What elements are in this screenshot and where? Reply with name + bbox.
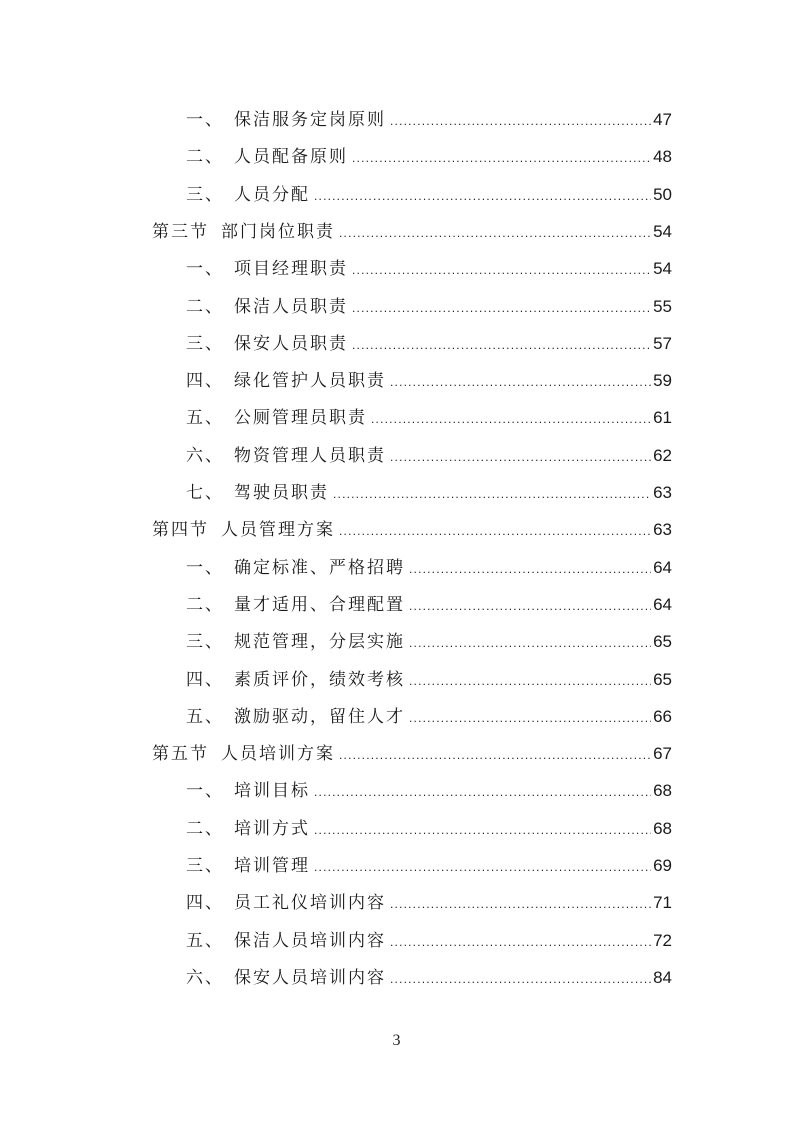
toc-item-entry[interactable]	[186, 811, 672, 847]
dot-leader	[371, 401, 651, 437]
toc-item-entry[interactable]	[186, 102, 672, 138]
toc-entry-number: 五、	[186, 408, 224, 429]
toc-entry-number: 四、	[186, 371, 224, 392]
toc-entry-page: 63	[653, 520, 672, 540]
toc-entry-number: 三、	[186, 184, 224, 205]
toc-entry-title: 量才适用、合理配置	[234, 594, 405, 615]
toc-entry-title: 保安人员职责	[234, 333, 348, 354]
toc-item-entry[interactable]	[186, 885, 672, 921]
toc-item-entry[interactable]	[186, 251, 672, 287]
toc-entry-number: 六、	[186, 445, 224, 466]
toc-section-entry[interactable]	[152, 512, 672, 548]
toc-item-entry[interactable]	[186, 289, 672, 325]
toc-item-entry[interactable]	[186, 624, 672, 660]
dot-leader	[409, 625, 651, 661]
toc-entry-title: 保洁人员职责	[234, 296, 348, 317]
dot-leader	[390, 886, 651, 922]
toc-section-entry[interactable]	[152, 736, 672, 772]
toc-entry-number: 第三节	[152, 221, 209, 242]
toc-item-entry[interactable]	[186, 587, 672, 623]
dot-leader	[339, 513, 651, 549]
toc-item-entry[interactable]	[186, 438, 672, 474]
toc-entry-title: 物资管理人员职责	[234, 445, 386, 466]
dot-leader	[339, 737, 651, 773]
toc-entry-number: 七、	[186, 483, 224, 503]
dot-leader	[390, 961, 651, 997]
toc-entry-title: 培训目标	[234, 781, 310, 802]
toc-entry-number: 二、	[186, 147, 224, 168]
toc-entry-number: 四、	[186, 893, 224, 914]
toc-entry-number: 四、	[186, 669, 224, 690]
dot-leader	[314, 774, 651, 810]
toc-entry-page: 71	[653, 893, 672, 913]
toc-entry-number: 二、	[186, 594, 224, 615]
dot-leader	[314, 178, 651, 214]
toc-entry-page: 72	[653, 930, 672, 950]
toc-entry-number: 三、	[186, 333, 224, 354]
toc-entry-number: 第五节	[152, 744, 209, 765]
toc-entry-number: 五、	[186, 706, 224, 727]
toc-item-entry[interactable]	[186, 400, 672, 436]
toc-item-entry[interactable]	[186, 550, 672, 586]
dot-leader	[352, 327, 651, 363]
toc-entry-page: 65	[653, 669, 672, 689]
toc-item-entry[interactable]	[186, 662, 672, 698]
dot-leader	[409, 700, 651, 736]
toc-entry-page: 64	[653, 557, 672, 577]
dot-leader	[390, 103, 651, 139]
toc-entry-page: 47	[653, 110, 672, 129]
toc-item-entry[interactable]	[186, 960, 672, 996]
dot-leader	[390, 439, 651, 475]
toc-item-entry[interactable]	[186, 363, 672, 399]
toc-entry-page: 68	[653, 781, 672, 801]
toc-entry-number: 三、	[186, 856, 224, 876]
toc-entry-title: 人员分配	[234, 184, 310, 205]
toc-entry-page: 54	[653, 259, 672, 279]
toc-entry-page: 69	[653, 856, 672, 875]
toc-entry-title: 素质评价，绩效考核	[234, 669, 405, 690]
toc-item-entry[interactable]	[186, 139, 672, 175]
toc-entry-number: 二、	[186, 818, 224, 839]
toc-entry-title: 培训方式	[234, 818, 310, 839]
toc-entry-page: 54	[653, 221, 672, 241]
toc-item-entry[interactable]	[186, 177, 672, 213]
toc-entry-title: 人员管理方案	[221, 520, 335, 541]
toc-entry-title: 保洁服务定岗原则	[234, 110, 386, 130]
toc-item-entry[interactable]	[186, 699, 672, 735]
toc-entry-title: 绿化管护人员职责	[234, 371, 386, 392]
toc-entry-title: 确定标准、严格招聘	[234, 557, 405, 578]
toc-entry-number: 一、	[186, 781, 224, 802]
dot-leader	[390, 924, 651, 960]
toc-entry-page: 55	[653, 296, 672, 316]
toc-entry-number: 第四节	[152, 520, 209, 541]
toc-entry-title: 部门岗位职责	[221, 221, 335, 242]
toc-entry-number: 一、	[186, 259, 224, 280]
dot-leader	[339, 215, 651, 251]
dot-leader	[409, 663, 651, 699]
toc-entry-page: 48	[653, 147, 672, 167]
dot-leader	[333, 476, 651, 512]
toc-entry-page: 50	[653, 184, 672, 204]
toc-entry-title: 规范管理，分层实施	[234, 632, 405, 653]
toc-entry-title: 公厕管理员职责	[234, 408, 367, 429]
dot-leader	[352, 140, 651, 176]
dot-leader	[409, 551, 651, 587]
toc-entry-page: 63	[653, 483, 672, 502]
toc-entry-title: 项目经理职责	[234, 259, 348, 280]
toc-entry-page: 61	[653, 408, 672, 428]
toc-entry-page: 62	[653, 445, 672, 465]
dot-leader	[390, 364, 651, 400]
toc-entry-title: 员工礼仪培训内容	[234, 893, 386, 914]
toc-entry-title: 驾驶员职责	[234, 483, 329, 503]
toc-entry-page: 84	[653, 967, 672, 987]
toc-section-entry[interactable]	[152, 214, 672, 250]
page-number: 3	[392, 1032, 401, 1049]
toc-item-entry[interactable]	[186, 326, 672, 362]
toc-entry-page: 65	[653, 632, 672, 652]
toc-entry-number: 一、	[186, 557, 224, 578]
dot-leader	[352, 290, 651, 326]
toc-entry-title: 培训管理	[234, 856, 310, 876]
toc-entry-page: 67	[653, 744, 672, 764]
toc-entry-page: 57	[653, 333, 672, 353]
toc-entry-title: 人员配备原则	[234, 147, 348, 168]
toc-item-entry[interactable]	[186, 475, 672, 511]
dot-leader	[409, 588, 651, 624]
toc-entry-number: 五、	[186, 930, 224, 951]
toc-item-entry[interactable]	[186, 848, 672, 884]
toc-entry-number: 六、	[186, 967, 224, 988]
toc-item-entry[interactable]	[186, 773, 672, 809]
toc-entry-title: 激励驱动，留住人才	[234, 706, 405, 727]
toc-entry-number: 三、	[186, 632, 224, 653]
toc-entry-page: 68	[653, 818, 672, 838]
toc-entry-title: 保安人员培训内容	[234, 967, 386, 988]
toc-entry-page: 59	[653, 371, 672, 391]
dot-leader	[314, 812, 651, 848]
dot-leader	[352, 252, 651, 288]
toc-entry-page: 66	[653, 706, 672, 726]
toc-entry-page: 64	[653, 594, 672, 614]
toc-entry-title: 保洁人员培训内容	[234, 930, 386, 951]
toc-entry-title: 人员培训方案	[221, 744, 335, 765]
dot-leader	[314, 849, 651, 885]
toc-item-entry[interactable]	[186, 923, 672, 959]
toc-entry-number: 二、	[186, 296, 224, 317]
toc-entry-number: 一、	[186, 110, 224, 130]
